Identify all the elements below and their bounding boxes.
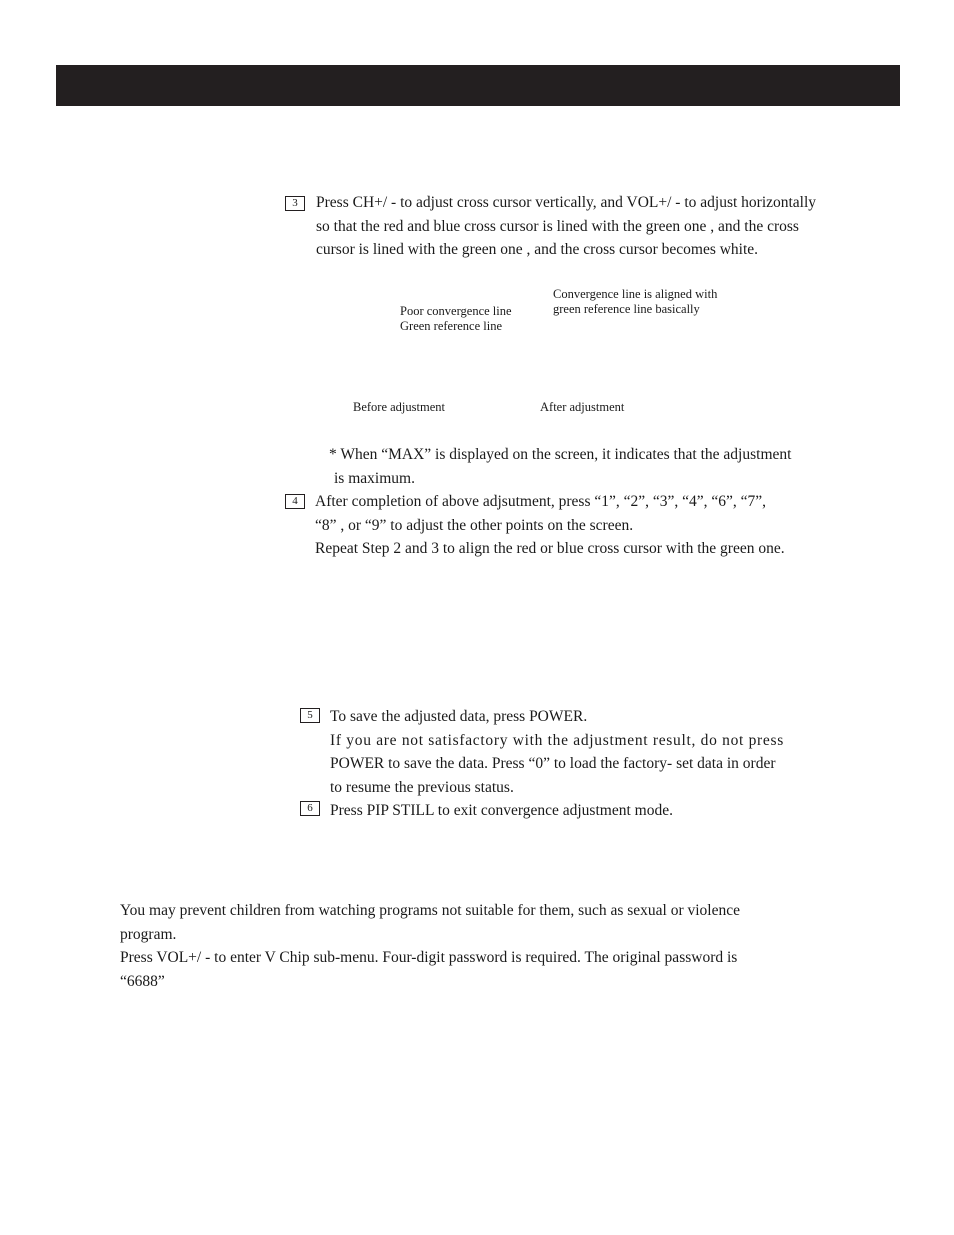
vchip-line: “6688” — [120, 972, 165, 990]
step-5-line: to resume the previous status. — [330, 778, 514, 796]
aligned-label: green reference line basically — [553, 302, 700, 316]
step-4-line: Repeat Step 2 and 3 to align the red or blue cross cursor with the green one. — [315, 540, 785, 557]
step-3-line: cursor is lined with the green one , and the cross cursor becomes white. — [316, 241, 759, 258]
vchip-line: program. — [120, 925, 177, 943]
before-adjustment-caption: Before adjustment — [353, 400, 445, 414]
step-6-number: 6 — [300, 801, 320, 816]
aligned-label: Convergence line is aligned with — [553, 287, 718, 301]
poor-convergence-label: Poor convergence line — [400, 304, 512, 318]
max-note-line: is maximum. — [334, 469, 415, 487]
step-3-number: 3 — [285, 196, 305, 211]
step-4-text — [315, 490, 785, 561]
step-4-line: After completion of above adjsutment, press “1”, “2”, “3”, “4”, “6”, “7”, — [315, 493, 767, 510]
step-3-text — [316, 191, 816, 262]
step-4-line: “8” , or “9” to adjust the other points on the screen. — [315, 516, 634, 534]
step-3-line: so that the red and blue cross cursor is lined with the green one , and the cross — [316, 217, 799, 235]
step-6-text: Press PIP STILL to exit convergence adjustment mode. — [330, 802, 673, 819]
figure-after-labels — [553, 287, 717, 317]
figure-before-labels — [400, 304, 512, 334]
vchip-paragraph — [120, 899, 740, 993]
step-5-text — [330, 705, 784, 799]
step-5-line: If you are not satisfactory with the adjustment result, do not press — [330, 731, 784, 749]
step-4-number: 4 — [285, 494, 305, 509]
vchip-line: You may prevent children from watching programs not suitable for them, such as sexual or violence — [120, 902, 740, 919]
green-reference-label: Green reference line — [400, 319, 503, 333]
max-note-line: * When “MAX” is displayed on the screen, it indicates that the adjustment — [329, 446, 792, 463]
max-note — [329, 443, 791, 490]
header-bar — [56, 65, 900, 106]
after-adjustment-caption: After adjustment — [540, 400, 625, 414]
vchip-line: Press VOL+/ - to enter V Chip sub-menu. Four-digit password is required. The original password is — [120, 949, 738, 966]
step-5-line: POWER to save the data. Press “0” to load the factory- set data in order — [330, 755, 776, 772]
step-5-number: 5 — [300, 708, 320, 723]
step-5-line: To save the adjusted data, press POWER. — [330, 708, 588, 725]
step-3-line: Press CH+/ - to adjust cross cursor vertically, and VOL+/ - to adjust horizontally — [316, 194, 817, 211]
